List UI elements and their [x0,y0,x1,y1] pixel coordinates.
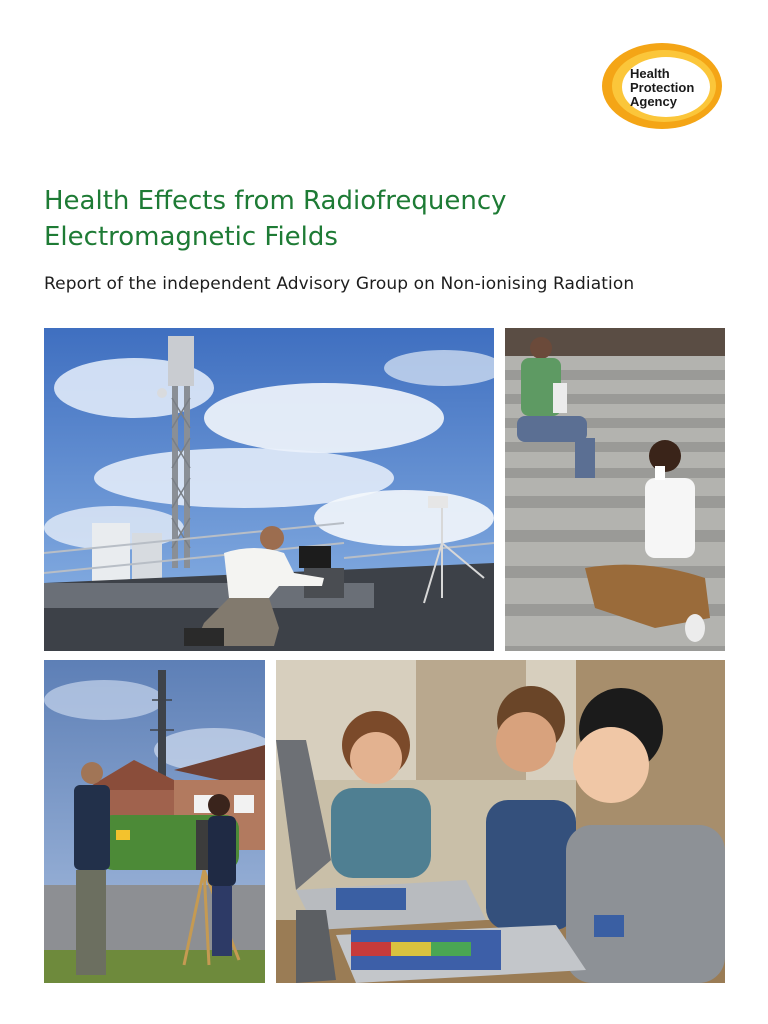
children-laptops-photo [276,660,725,983]
logo-wordmark [630,67,694,109]
document-subtitle: Report of the independent Advisory Group on Non-ionising Radiation [44,274,635,294]
logo-line-2: Protection [630,80,695,95]
title-line-1: Health Effects from Radiofrequency [44,186,507,216]
logo-line-1: Health [630,66,670,81]
rooftop-antenna-measurement-photo [44,328,494,651]
women-on-steps-phone-photo [505,328,725,651]
document-title [44,183,644,255]
logo-line-3: Agency [630,94,677,109]
hpa-logo [600,40,728,132]
title-line-2: Electromagnetic Fields [44,222,338,252]
street-mast-survey-photo [44,660,265,983]
